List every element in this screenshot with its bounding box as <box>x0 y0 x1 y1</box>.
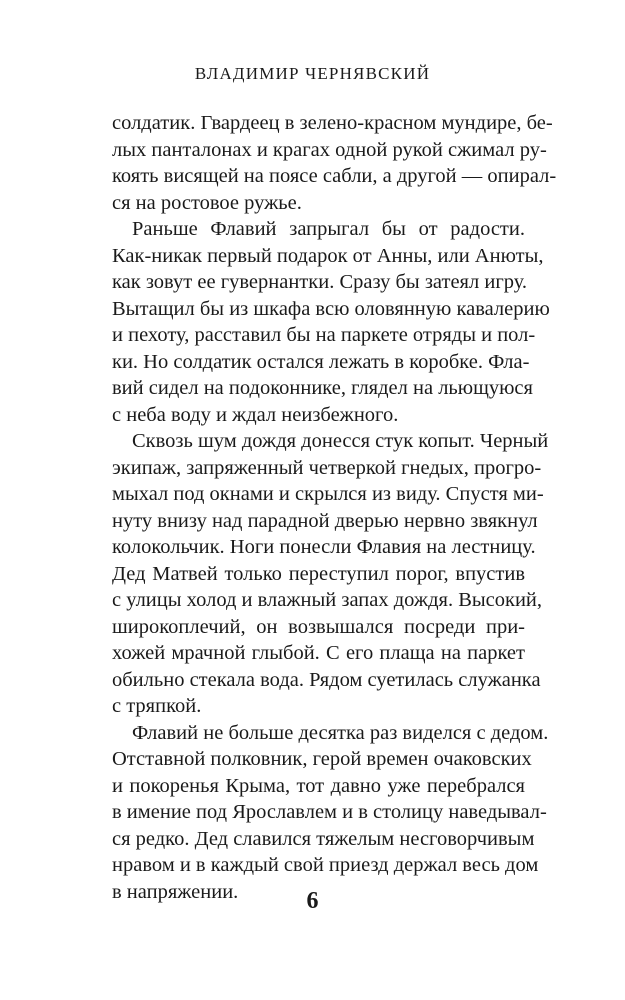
text-line: нравом и в каждый свой приезд держал весь дом <box>112 854 539 876</box>
text-line: с улицы холод и влажный запах дождя. Высокий, <box>112 589 543 611</box>
text-line: Флавий не больше десятка раз виделся с дедом. <box>132 721 549 744</box>
text-line: и покоренья Крыма, тот давно уже перебрался <box>112 774 525 797</box>
text-line: экипаж, запряженный четверкой гнедых, прогро- <box>112 456 542 479</box>
text-line: в напряжении. <box>112 880 239 903</box>
text-line: ся на ростовое ружье. <box>112 191 302 214</box>
text-line: коять висящей на поясе сабли, а другой — опирал- <box>112 165 557 187</box>
running-head: ВЛАДИМИР ЧЕРНЯВСКИЙ <box>194 64 431 83</box>
text-line: ся редко. Дед славился тяжелым несговорчивым <box>112 827 535 850</box>
text-line: Отставной полковник, герой времен очаковских <box>112 748 532 770</box>
text-line: колокольчик. Ноги понесли Флавия на лестницу. <box>112 536 536 558</box>
text-line: Вытащил бы из шкафа всю оловянную кавалерию <box>112 297 550 320</box>
text-line: обильно стекала вода. Рядом суетилась служанка <box>112 668 541 691</box>
text-line: мыхал под окнами и скрылся из виду. Спустя ми- <box>112 483 544 505</box>
text-line: с тряпкой. <box>112 695 202 717</box>
text-line: нуту внизу над парадной дверью нервно звякнул <box>112 509 538 532</box>
text-line: Дед Матвей только переступил порог, впустив <box>112 562 525 585</box>
text-line: в имение под Ярославлем и в столицу наведывал- <box>112 801 547 823</box>
text-line: Раньше Флавий запрыгал бы от радости. <box>132 218 525 240</box>
body-text <box>112 110 557 905</box>
text-line: лых панталонах и крагах одной рукой сжимал ру- <box>112 138 547 161</box>
text-line: солдатик. Гвардеец в зелено-красном мундире, бе- <box>112 112 553 134</box>
text-line: вий сидел на подоконнике, глядел на льющуюся <box>112 377 533 399</box>
text-line: Как-никак первый подарок от Анны, или Анюты, <box>112 244 544 267</box>
text-line: ки. Но солдатик остался лежать в коробке. Фла- <box>112 350 530 373</box>
text-line: Сквозь шум дождя донесся стук копыт. Черный <box>132 430 549 452</box>
text-line: широкоплечий, он возвышался посреди при- <box>112 615 525 638</box>
text-line: хожей мрачной глыбой. С его плаща на паркет <box>112 642 525 664</box>
text-line: с неба воду и ждал неизбежного. <box>112 403 399 426</box>
text-line: и пехоту, расставил бы на паркете отряды и пол- <box>112 324 536 346</box>
text-line: как зовут ее гувернантки. Сразу бы затеял игру. <box>112 271 528 293</box>
page-number: 6 <box>306 888 319 914</box>
